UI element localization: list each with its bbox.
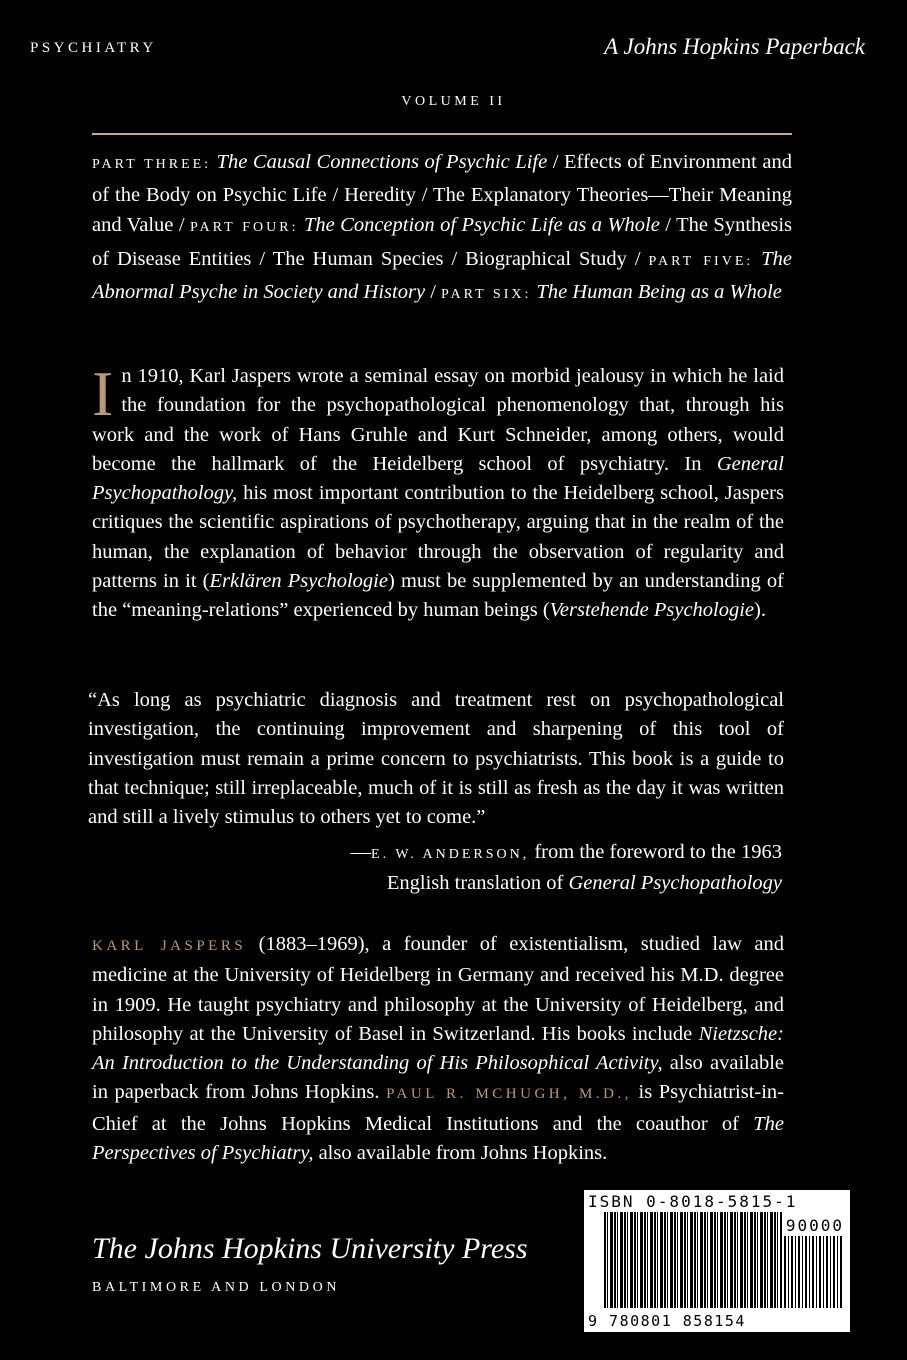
bio-text-1: (1883–1969), a founder of existentialism, studied law and medicine at the University of Heidelberg in Germany and received his M.D. degree in 1909. He taught psychiatry and philosophy at the University of Heidelberg, and philosophy at the University of Basel in Switzerland. His books include <box>92 933 785 1045</box>
series-label: A Johns Hopkins Paperback <box>604 34 865 59</box>
bio-text-2: also available in paperback from Johns Hopkins. <box>92 1052 784 1104</box>
attrib-dash: — <box>350 841 372 863</box>
part-five-label: PART FIVE: <box>648 253 754 269</box>
divider-rule <box>92 133 792 135</box>
bio-book-2: The Perspectives of Psychiatry, <box>92 1112 784 1165</box>
bio-text-4: also available from Johns Hopkins. <box>313 1142 608 1165</box>
desc-term-2: Verstehende Psychologie <box>549 599 755 622</box>
drop-cap: I <box>92 358 114 429</box>
publisher-name: The Johns Hopkins University Press <box>92 1232 528 1265</box>
table-of-contents <box>92 147 792 310</box>
part-three-label: PART THREE: <box>92 157 212 172</box>
desc-term-1: Erklären Psychologie <box>209 570 388 593</box>
barcode-addon-bars <box>784 1236 844 1308</box>
author-name: KARL JASPERS <box>92 938 247 954</box>
part-three-title: The Causal Connections of Psychic Life <box>216 151 548 173</box>
author-bio <box>92 930 784 1168</box>
part-four-items: / The Synthesis of Disease Entities / The Human Species / Biographical Study / <box>92 214 793 270</box>
part-three-items: / Effects of Environment and of the Body on Psychic Life / Heredity / The Explanatory Theories—Their Meaning and Value / <box>92 151 792 237</box>
isbn-barcode <box>584 1190 850 1332</box>
description-paragraph <box>92 358 784 626</box>
desc-text-2: his most important contribution to the Heidelberg school, Jaspers critiques the scientific aspirations of psychotherapy, arguing that in the realm of the human, the explanation of behavior through the observation of regularity and patterns in it ( <box>92 482 784 593</box>
bio-text-3: is Psychiatrist-in-Chief at the Johns Hopkins Medical Institutions and the coauthor of <box>92 1081 785 1135</box>
isbn-text: ISBN 0-8018-5815-1 <box>588 1192 798 1211</box>
attrib-line2: English translation of <box>386 872 569 895</box>
publisher-cities: BALTIMORE AND LONDON <box>92 1280 341 1295</box>
desc-text-3: ) must be supplemented by an understanding of the “meaning-relations” experienced by human beings ( <box>92 570 784 622</box>
barcode-bars <box>604 1212 782 1308</box>
part-four-title: The Conception of Psychic Life as a Whole <box>303 214 660 237</box>
part-six-title: The Human Being as a Whole <box>536 280 782 303</box>
price-code: 90000 <box>785 1216 844 1235</box>
category-label: PSYCHIATRY <box>30 40 157 56</box>
endorsement-quote: “As long as psychiatric diagnosis and treatment rest on psychopathological investigation, the continuing improvement and sharpening of this tool of investigation must remain a prime concern to psychiatrists. This book is a guide to that technique; still irreplaceable, much of it is still as fresh as the day it was written and still a lively stimulus to others yet to come.” <box>88 689 784 829</box>
attrib-from: from the foreword to the 1963 <box>529 841 782 863</box>
desc-text-4: ). <box>754 599 766 622</box>
bio-book-1: Nietzsche: An Introduction to the Understanding of His Philosophical Activity, <box>92 1022 784 1075</box>
desc-book-title: General Psychopathology, <box>92 452 784 505</box>
part-four-label: PART FOUR: <box>189 220 299 236</box>
editor-name: PAUL R. MCHUGH, M.D., <box>386 1086 632 1103</box>
attrib-author: E. W. ANDERSON, <box>371 847 530 862</box>
part-five-title: The Abnormal Psyche in Society and History <box>92 247 792 303</box>
toc-separator: / <box>425 280 442 303</box>
desc-text-1: n 1910, Karl Jaspers wrote a seminal essay on morbid jealousy in which he laid the foundation for the psychopathological phenomenology that, through his work and the work of Hans Gruhle and Kurt Schneider, among others, would become the hallmark of the Heidelberg school of psychiatry. In <box>92 365 784 475</box>
ean-number: 9 780801 858154 <box>588 1312 746 1330</box>
part-six-label: PART SIX: <box>441 286 532 302</box>
quote-attribution <box>150 838 782 899</box>
volume-label: VOLUME II <box>401 94 506 109</box>
attrib-book: General Psychopathology <box>568 872 782 895</box>
